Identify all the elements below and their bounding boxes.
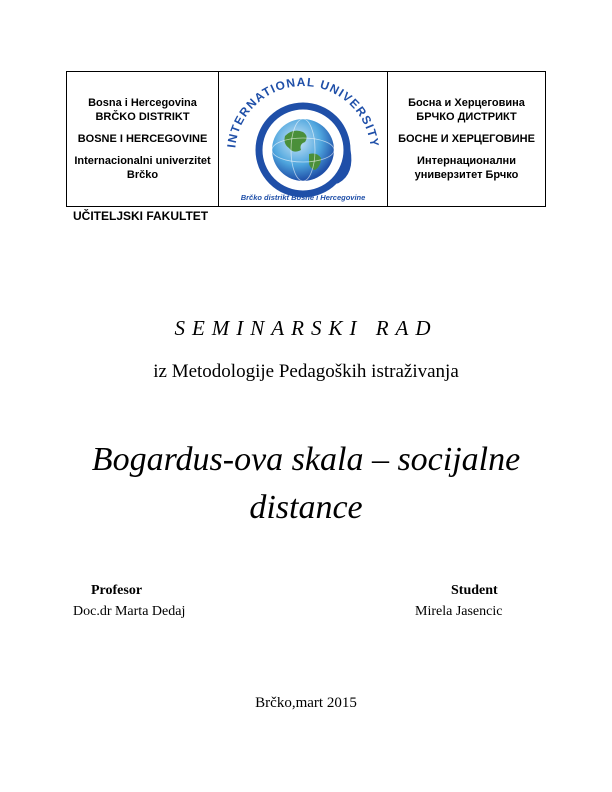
student-label: Student	[451, 583, 498, 598]
document-title: SEMINARSKI RAD	[174, 316, 438, 340]
professor-name: Doc.dr Marta Dedaj	[73, 604, 186, 619]
globe-at-sign-icon	[219, 72, 388, 206]
header-left-line: BOSNE I HERCEGOVINE	[77, 133, 208, 145]
header-left-line: Internacionalni univerzitet Brčko	[74, 155, 211, 181]
university-logo	[219, 72, 388, 206]
topic-heading	[0, 436, 612, 532]
topic-line-1: Bogardus-ova skala – socijalne	[91, 441, 521, 478]
student-name: Mirela Jasencic	[415, 604, 503, 619]
professor-label: Profesor	[91, 583, 143, 598]
header-table	[66, 71, 546, 207]
header-right-line: БОСНЕ И ХЕРЦЕГОВИНЕ	[398, 133, 535, 145]
date-place: Brčko,mart 2015	[255, 695, 357, 711]
header-left-cell	[67, 72, 219, 206]
faculty-name: UČITELJSKI FAKULTET	[73, 209, 209, 223]
header-left-line: Bosna i Hercegovina BRČKO DISTRIKT	[88, 97, 197, 123]
header-right-line: Интернационални универзитет Брчко	[414, 155, 519, 181]
document-subtitle: iz Metodologije Pedagoških istraživanja	[153, 361, 459, 382]
header-right-cell	[388, 72, 545, 206]
globe	[272, 119, 334, 181]
logo-bottom-text: Brčko distrikt Bosne i Hercegovine	[240, 193, 365, 202]
topic-line-2: distance	[249, 489, 363, 526]
header-right-line: Босна и Херцеговина БРЧКО ДИСТРИКТ	[408, 97, 525, 123]
logo-ring-text: INTERNATIONAL UNIVERSITY	[223, 74, 382, 149]
